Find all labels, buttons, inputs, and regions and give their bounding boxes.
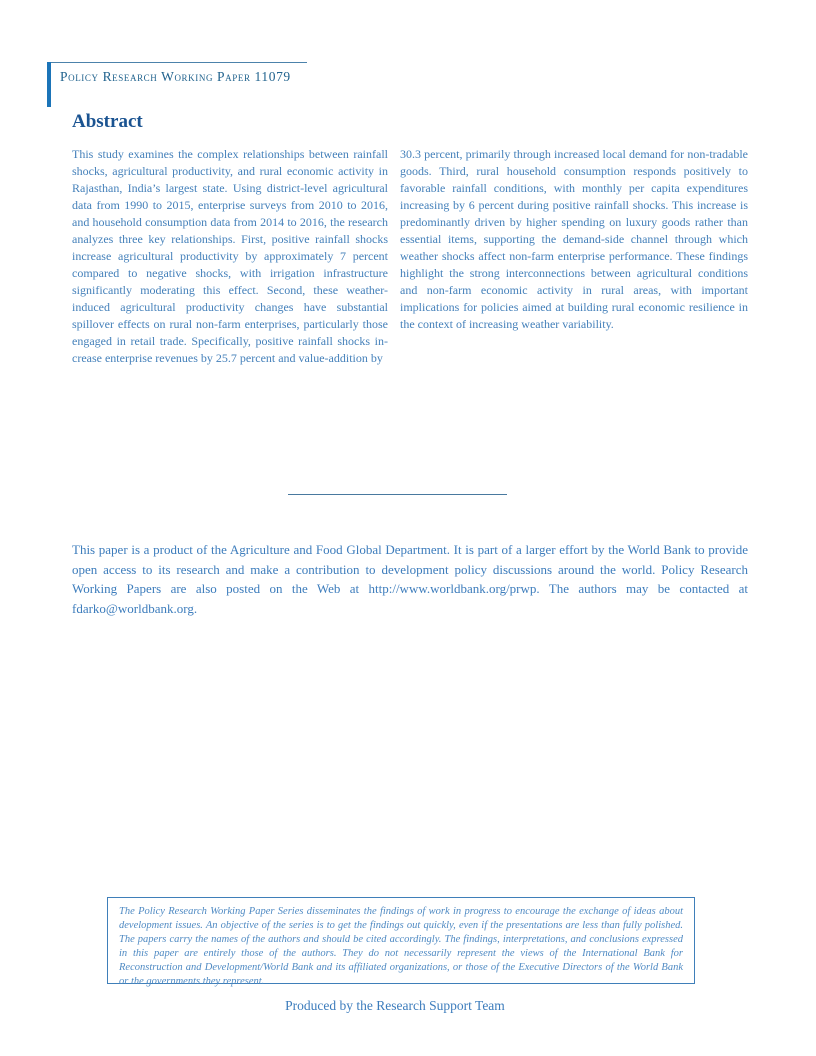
disclaimer-text: The Policy Research Working Paper Series disseminates the findings of work in progress to encourage the exchange of ideas about development issues. An objective of the series is to get the findings out quickly, even if the presentations are less than fully polished. The papers carry the names of the authors and should be cited accordingly. The findings, interpretations, and conclusions expressed in this paper are entirely those of the authors. They do not necessarily represent the views of the International Bank for Reconstruction and Development/World Bank and its affiliated organizations, or those of the Executive Directors of the World Bank or the governments they represent. (119, 906, 683, 987)
abstract-column-left: This study examines the complex relationships between rainfall shocks, agricultural productivity, and rural economic activity in Rajasthan, India’s largest state. Using district-level agricultural data from 1990 to 2015, enterprise surveys from 2010 to 2016, and household consumption data from 2014 to 2016, the research analyzes three key relationships. First, positive rainfall shocks increase agricultural productivity by approximately 7 percent compared to negative shocks, with irrigation infrastructure significantly moderating this effect. Second, these weather-induced agricultural productivity changes have substantial spillover effects on rural non-farm enterprises, particularly those engaged in retail trade. Specifically, positive rainfall shocks in-crease enterprise revenues by 25.7 percent and value-addition by (72, 147, 388, 365)
abstract-title: Abstract (72, 111, 143, 132)
series-label: Policy Research Working Paper 11079 (60, 69, 291, 84)
footnote-text-1: This paper is a product of the Agriculture and Food Global Department. It is part of a larger effort by the World Bank to provide open access to its research and make a contribution to development policy discussions around the world. Policy Research Working Papers are also posted on the Web at (72, 542, 748, 596)
abstract-column-right: 30.3 percent, primarily through increased local demand for non-tradable goods. Third, rural household consumption responds positively to favorable rainfall conditions, with monthly per capita expenditures increasing by 6 percent during positive rainfall shocks. This increase is predominantly driven by higher spending on luxury goods rather than essential items, supporting the demand-side channel through which weather shocks affect non-farm enterprise performance. These findings highlight the strong interconnections between agricultural conditions and non-farm economic activity in rural areas, with important implications for policies aimed at building rural economic resilience in the context of increasing weather variability. (400, 147, 748, 331)
contact-email-link[interactable]: fdarko@worldbank.org (72, 600, 194, 616)
footnote-text-2: . The authors may be contacted at (536, 581, 748, 596)
prwp-url-link[interactable]: http://www.worldbank.org/prwp (368, 581, 537, 596)
masthead-accent-bar (47, 62, 51, 107)
disclaimer-box (107, 897, 695, 987)
section-divider-rule (288, 494, 507, 495)
abstract-body (72, 146, 748, 367)
footnote-text-3: . (193, 600, 198, 616)
produced-by-line: Produced by the Research Support Team (285, 998, 505, 1013)
masthead-top-rule (47, 62, 307, 63)
footnote-paragraph (72, 540, 748, 618)
